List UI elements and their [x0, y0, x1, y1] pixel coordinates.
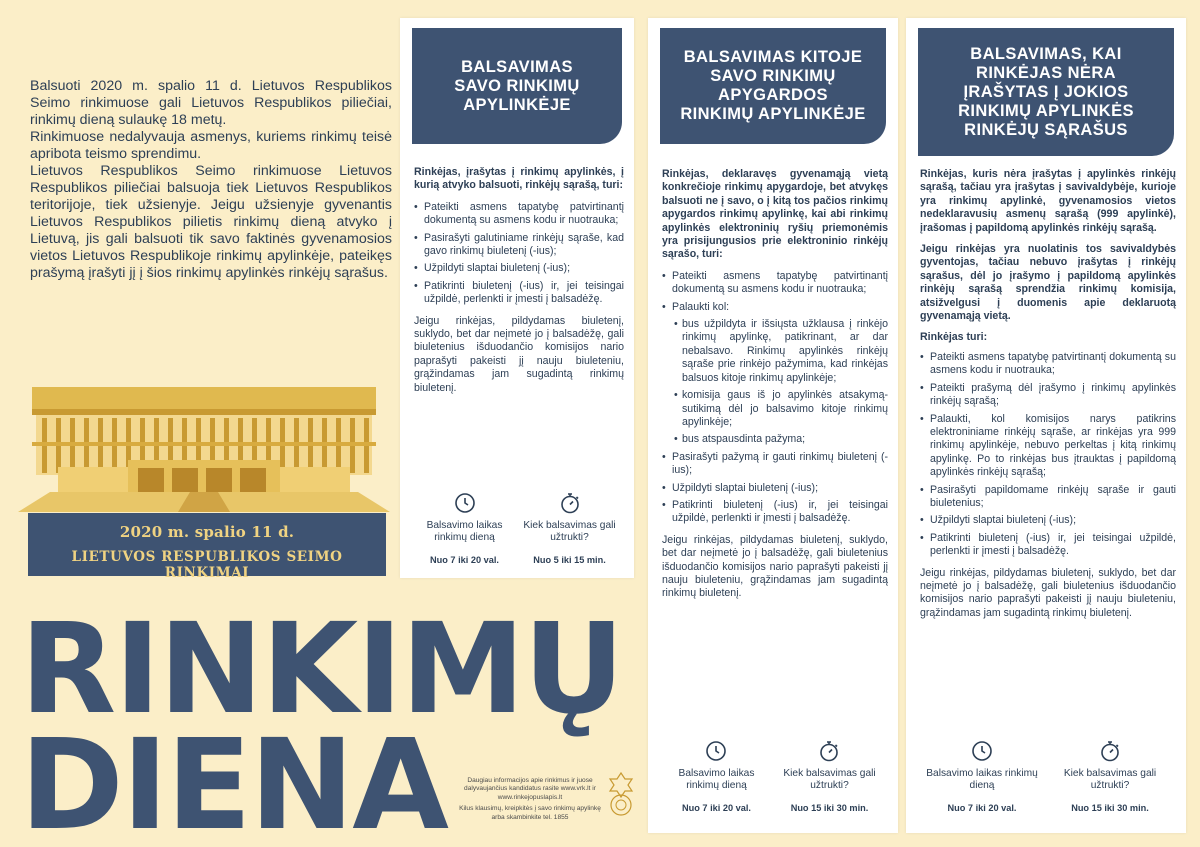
card-title: BALSAVIMAS, KAI RINKĖJAS NĖRA ĮRAŠYTAS Į JOKIOS RINKIMŲ APYLINKĖS RINKĖJŲ SĄRAŠUS [918, 28, 1174, 156]
list-item: • Patikrinti biuletenį (-ius) ir, jei teisingai užpildė, perlenkti ir įmesti į balsadėžę. [662, 499, 888, 526]
list-item: • Patikrinti biuletenį (-ius) ir, jei teisingai užpildė, perlenkti ir įmesti į balsadėžę. [414, 280, 624, 307]
list-item: • Pasirašyti pažymą ir gauti rinkimų biuletenį (-ius); [662, 451, 888, 478]
list-item: • Pasirašyti papildomame rinkėjų sąraše ir gauti biuletenius; [920, 484, 1176, 511]
time-value: Nuo 7 iki 20 val. [430, 555, 499, 565]
card-body [414, 166, 624, 395]
stopwatch-icon [559, 492, 581, 514]
step-list [662, 270, 888, 526]
duration-value: Nuo 15 iki 30 min. [1071, 803, 1149, 813]
intro-paragraph: Lietuvos Respublikos Seimo rinkimuose Lietuvos Respublikos piliečiai balsuoja tiek Lietuvos Respublikos teritorijoje, tiek užsienyje. Jeigu užsienyje gyvenantis Lietuvos Respublikos pilietis rinkimų dieną atvyko į Lietuvą, jis gali balsuoti tik savo faktinės gyvenamosios vietos Lietuvos Respublikoje rinkimų apylinkėje, pateikęs prašymą įrašyti jį į šios rinkimų apylinkės rinkėjų sąrašus. [30, 163, 392, 281]
duration-label: Kiek balsavimas gali užtrukti? [1063, 768, 1157, 791]
list-item: • Užpildyti slaptai biuletenį (-ius); [662, 482, 888, 495]
card-body [662, 168, 888, 601]
time-value: Nuo 7 iki 20 val. [682, 803, 751, 813]
must-label: Rinkėjas turi: [920, 331, 988, 344]
voting-time [665, 740, 769, 814]
list-item: • Pateikti asmens tapatybę patvirtinantį dokumentą su asmens kodu ir nuotrauka; [920, 351, 1176, 378]
list-item: • Palaukti, kol komisijos narys patikrins elektroniniame rinkėjų sąraše, ar rinkėjas yra 999 rinkimų apylinkėje, nebuvo perkeltas į kitą rinkimų apylinkę. Po to rinkėjas bus įtrauktas į papildomą apylinkės rinkėjų sąrašą; [920, 413, 1176, 480]
card-not-listed [906, 18, 1186, 833]
list-item: • Palaukti kol: [662, 301, 888, 314]
time-info [660, 740, 886, 814]
banner-date: 2020 m. spalio 11 d. [119, 523, 295, 541]
list-item: • Patikrinti biuletenį (-ius) ir, jei teisingai užpildė, perlenkti ir įmesti į balsadėžę. [920, 532, 1176, 559]
time-label: Balsavimo laikas rinkimų dieną [678, 768, 755, 791]
card-lead: Rinkėjas, įrašytas į rinkimų apylinkės, į kurią atvyko balsuoti, rinkėjų sąrašą, turi: [414, 166, 624, 192]
list-item: • Užpildyti slaptai biuletenį (-ius); [414, 262, 624, 275]
list-item: • Užpildyti slaptai biuletenį (-ius); [920, 514, 1176, 527]
voting-time [416, 492, 513, 566]
card-title: BALSAVIMAS KITOJE SAVO RINKIMŲ APYGARDOS RINKIMŲ APYLINKĖJE [660, 28, 886, 144]
time-info [412, 492, 622, 566]
footer-info [456, 777, 604, 825]
card-body [920, 168, 1176, 620]
commission-seal-icon [606, 771, 636, 819]
card-note: Jeigu rinkėjas, pildydamas biuletenį, suklydo, bet dar neįmetė jo į balsadėžę, gali biuletenius išduodančio komisijos nario paprašyti pakeisti jį nauju biuleteniu, grąžindamas jam sugadintą rinkimų biuletenį. [920, 566, 1176, 619]
list-subitem: • bus atspausdinta pažyma; [676, 433, 888, 446]
time-info [918, 740, 1174, 814]
card-note: Jeigu rinkėjas, pildydamas biuletenį, suklydo, bet dar neįmetė jo į balsadėžę, gali biuletenius išduodančio komisijos nario paprašyti pakeisti jį nauju biuleteniu, grąžindamas jam sugadintą rinkimų biuletenį. [414, 314, 624, 394]
list-subitem: • bus užpildyta ir išsiųsta užklausa į rinkėjo rinkimų apylinkę, patikrinant, ar dar nebalsavo. Rinkimų apylinkės rinkėjų sąraše prie rinkėjo pažymima, kad rinkėjas balsuos kitoje rinkimų apylinkėje; [676, 318, 888, 385]
clock-icon [705, 740, 727, 762]
card-lead: Jeigu rinkėjas yra nuolatinis tos savivaldybės gyventojas, tačiau nebuvo įrašytas į rinkėjų sąrašus, dėl jo įrašymo į papildomą apylinkės rinkėjų sąrašą sprendžia rinkimų komisija, atsižvelgusi į duomenis apie deklaruotą gyvenamąją vietą. [920, 243, 1176, 323]
clock-icon [454, 492, 476, 514]
headline-line1: RINKIMŲ [20, 597, 623, 742]
clock-icon [971, 740, 993, 762]
step-list [414, 201, 624, 307]
list-item: • Pasirašyti galutiniame rinkėjų sąraše, kad gavo rinkimų biuletenį (-ius); [414, 232, 624, 259]
list-item: • Pateikti prašymą dėl įrašymo į rinkimų apylinkės rinkėjų sąrašą; [920, 382, 1176, 409]
headline-line2: DIENA [20, 713, 448, 847]
list-subitem: • komisija gaus iš jo apylinkės atsakymą-sutikimą dėl jo balsavimo kitoje rinkimų apylinkėje; [676, 389, 888, 429]
voting-time [923, 740, 1041, 814]
voting-duration [1051, 740, 1169, 814]
intro-paragraph: Balsuoti 2020 m. spalio 11 d. Lietuvos Respublikos Seimo rinkimuose gali Lietuvos Respublikos piliečiai, rinkimų dieną sulaukę 18 metų. [30, 78, 392, 128]
voting-duration [521, 492, 618, 566]
duration-value: Nuo 5 iki 15 min. [533, 555, 606, 565]
card-lead: Rinkėjas, deklaravęs gyvenamąją vietą konkrečioje rinkimų apygardoje, bet atvykęs balsuoti ne į savo, o į kitą tos pačios rinkimų apygardos rinkimų apylinkę, kai abi rinkimų apylinkės elektroninių ryšių priemonėmis yra prisijungusios prie elektroninio rinkėjų sąrašo, turi: [662, 168, 888, 261]
card-title: BALSAVIMAS SAVO RINKIMŲ APYLINKĖJE [412, 28, 622, 144]
banner-title: LIETUVOS RESPUBLIKOS SEIMO RINKIMAI [71, 549, 343, 581]
duration-label: Kiek balsavimas gali užtrukti? [783, 768, 876, 791]
duration-label: Kiek balsavimas gali užtrukti? [523, 520, 616, 543]
time-value: Nuo 7 iki 20 val. [947, 803, 1017, 813]
list-item: • Pateikti asmens tapatybę patvirtinantį dokumentą su asmens kodu ir nuotrauka; [662, 270, 888, 297]
card-note: Jeigu rinkėjas, pildydamas biuletenį, suklydo, bet dar neįmetė jo į balsadėžę, gali biuletenius išduodančio komisijos nario paprašyti pakeisti jį nauju biuleteniu, grąžindamas jam sugadintą rinkimų biuletenį. [662, 533, 888, 600]
footer-info-text: Daugiau informacijos apie rinkimus ir juose dalyvaujančius kandidatus rasite www.vrk.lt ir www.rinkejopuslapis.lt [464, 777, 596, 801]
voting-duration [778, 740, 882, 814]
duration-value: Nuo 15 iki 30 min. [790, 803, 869, 813]
card-other-district [648, 18, 898, 833]
time-label: Balsavimo laikas rinkimų dieną [426, 520, 503, 543]
time-label: Balsavimo laikas rinkimų dieną [926, 768, 1038, 791]
election-banner [28, 513, 386, 581]
card-lead: Rinkėjas, kuris nėra įrašytas į apylinkės rinkėjų sąrašą, tačiau yra įrašytas į savivaldybėje, kurioje yra rinkimų apylinkė, gyvenamosios vietos nedeklaravusių asmenų sąrašą (999 apylinkė), įrašomas į papildomą apylinkės rinkėjų sąrašą. [920, 168, 1176, 234]
list-item: • Pateikti asmens tapatybę patvirtinantį dokumentą su asmens kodu ir nuotrauka; [414, 201, 624, 228]
intro-text [30, 78, 392, 282]
footer-contact-text: Kilus klausimų, kreipkitės į savo rinkimų apylinkę arba skambinkite tel. 1855 [459, 805, 601, 821]
card-own-district [400, 18, 634, 578]
parliament-building-illustration [18, 382, 390, 512]
intro-paragraph: Rinkimuose nedalyvauja asmenys, kuriems rinkimų teisė apribota teismo sprendimu. [30, 129, 392, 162]
stopwatch-icon [818, 740, 840, 762]
step-list [920, 351, 1176, 559]
stopwatch-icon [1099, 740, 1121, 762]
